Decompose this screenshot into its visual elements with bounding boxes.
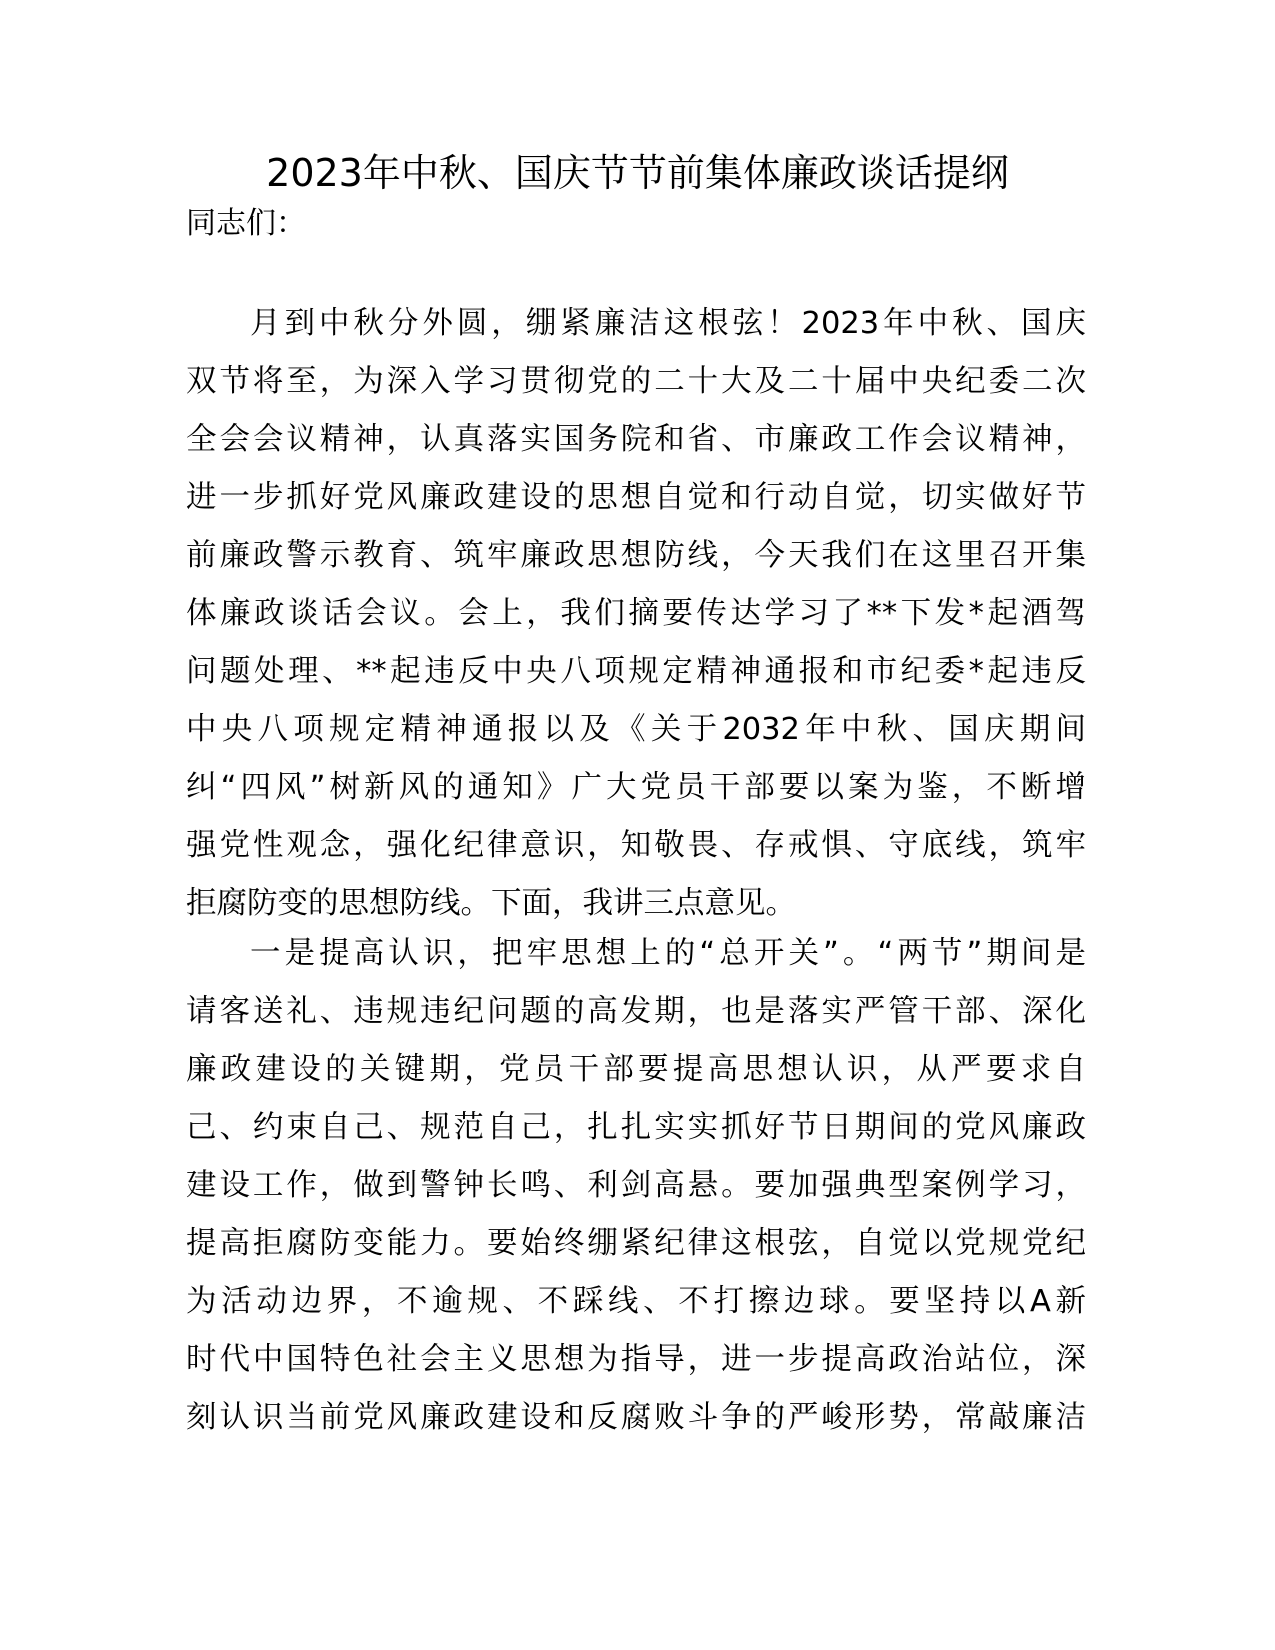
paragraph-point-one bbox=[186, 925, 1086, 1447]
paragraph-line: 纠“四风”树新风的通知》广大党员干部要以案为鉴，不断增 bbox=[186, 770, 1086, 805]
paragraph-line: 问题处理、**起违反中央八项规定精神通报和市纪委*起违反 bbox=[186, 654, 1086, 689]
paragraph-line: 前廉政警示教育、筑牢廉政思想防线，今天我们在这里召开集 bbox=[186, 538, 1086, 573]
paragraph-line: 请客送礼、违规违纪问题的高发期，也是落实严管干部、深化 bbox=[186, 994, 1086, 1029]
document-title: 2023年中秋、国庆节节前集体廉政谈话提纲 bbox=[266, 151, 1009, 195]
paragraph-line: 进一步抓好党风廉政建设的思想自觉和行动自觉，切实做好节 bbox=[186, 480, 1086, 515]
paragraph-line: 时代中国特色社会主义思想为指导，进一步提高政治站位，深 bbox=[186, 1342, 1086, 1377]
paragraph-line: 体廉政谈话会议。会上，我们摘要传达学习了**下发*起酒驾 bbox=[186, 596, 1086, 631]
paragraph-line: 双节将至，为深入学习贯彻党的二十大及二十届中央纪委二次 bbox=[186, 364, 1086, 399]
paragraph-line: 建设工作，做到警钟长鸣、利剑高悬。要加强典型案例学习， bbox=[186, 1168, 1086, 1203]
paragraph-line: 月到中秋分外圆，绷紧廉洁这根弦！2023年中秋、国庆 bbox=[250, 306, 1086, 341]
paragraph-line: 强党性观念，强化纪律意识，知敬畏、存戒惧、守底线，筑牢 bbox=[186, 828, 1086, 863]
paragraph-line: 拒腐防变的思想防线。下面，我讲三点意见。 bbox=[186, 886, 796, 921]
paragraph-line: 一是提高认识，把牢思想上的“总开关”。“两节”期间是 bbox=[250, 936, 1086, 971]
paragraph-line: 为活动边界，不逾规、不踩线、不打擦边球。要坚持以A新 bbox=[186, 1284, 1086, 1319]
salutation: 同志们： bbox=[186, 206, 306, 241]
paragraph-line: 提高拒腐防变能力。要始终绷紧纪律这根弦，自觉以党规党纪 bbox=[186, 1226, 1086, 1261]
paragraph-line: 廉政建设的关键期，党员干部要提高思想认识，从严要求自 bbox=[186, 1052, 1086, 1087]
paragraph-line: 己、约束自己、规范自己，扎扎实实抓好节日期间的党风廉政 bbox=[186, 1110, 1086, 1145]
paragraph-line: 全会会议精神，认真落实国务院和省、市廉政工作会议精神， bbox=[186, 422, 1086, 457]
paragraph-line: 刻认识当前党风廉政建设和反腐败斗争的严峻形势，常敲廉洁 bbox=[186, 1400, 1086, 1435]
paragraph-intro bbox=[186, 295, 1086, 933]
paragraph-line: 中央八项规定精神通报以及《关于2032年中秋、国庆期间 bbox=[186, 712, 1086, 747]
